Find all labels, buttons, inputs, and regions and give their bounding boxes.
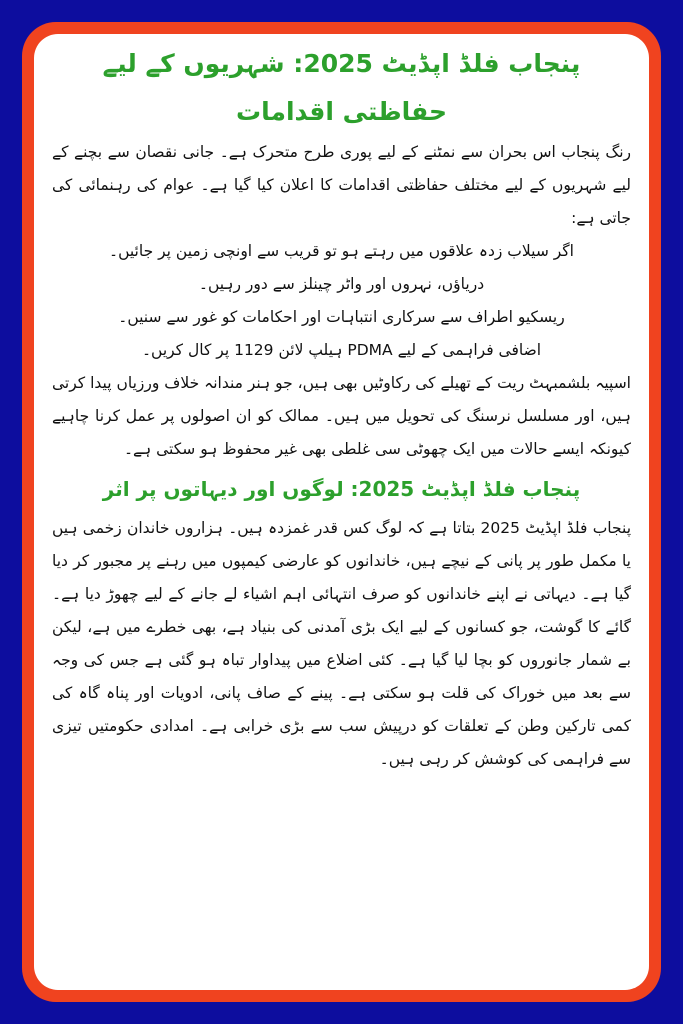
- closing-paragraph: اسپیہ بلشمبہٹ ریت کے تھیلے کی رکاوٹیں بھی ہیں، جو ہنر مندانہ خلاف ورزیاں پیدا کرتی ہیں، اور مسلسل نرسنگ کی تحویل میں ہیں۔ ممالک کو ان اصولوں پر عمل کرنا چاہیے کیونکہ ایسے حالات میں ایک چھوٹی سی غلطی بھی غیر محفوظ ہو سکتی ہے۔: [52, 374, 631, 458]
- article-panel: [34, 34, 649, 990]
- measure-item: اضافی فراہمی کے لیے PDMA ہیلپ لائن 1129 پر کال کریں۔: [141, 341, 542, 359]
- measure-item: ریسکیو اطراف سے سرکاری انتباہات اور احکامات کو غور سے سنیں۔: [118, 308, 565, 326]
- frame-border: [22, 22, 661, 1002]
- measure-item: اگر سیلاب زدہ علاقوں میں رہتے ہو تو قریب سے اونچی زمین پر جائیں۔: [109, 242, 574, 260]
- section-subtitle: پنجاب فلڈ اپڈیٹ 2025: لوگوں اور دیہاتوں پر اثر: [102, 477, 581, 501]
- article-title: پنجاب فلڈ اپڈیٹ 2025: شہریوں کے لیے حفاظتی اقدامات: [102, 49, 581, 126]
- measure-item: دریاؤں، نہروں اور واٹر چینلز سے دور رہیں۔: [198, 275, 485, 293]
- article-content: [34, 34, 649, 776]
- impact-paragraph: پنجاب فلڈ اپڈیٹ 2025 بتاتا ہے کہ لوگ کس قدر غمزدہ ہیں۔ ہزاروں خاندان زخمی ہیں یا مکمل طور پر پانی کے نیچے ہیں، خاندانوں کو عارضی کیمپوں میں رہنے پر مجبور کر دیا گیا ہے۔ دیہاتی نے اپنے خاندانوں کو صرف انتہائی اہم اشیاء لے جانے کے لیے چھوڑ دیا ہے۔ گائے کا گوشت، جو کسانوں کے لیے ایک بڑی آمدنی کی بنیاد ہے، بھی خطرے میں ہے، لیکن بے شمار جانوروں کو بچا لیا گیا ہے۔ کئی اضلاع میں پیداوار تباہ ہو گئی ہے جس کی وجہ سے بعد میں خوراک کی قلت ہو سکتی ہے۔ پینے کے صاف پانی، ادویات اور پناہ گاہ کی کمی تارکین وطن کے تعلقات کو درپیش سب سے بڑی خرابی ہے۔ امدادی حکومتیں تیزی سے فراہمی کی کوشش کر رہی ہیں۔: [52, 519, 632, 768]
- intro-paragraph: رنگ پنجاب اس بحران سے نمٹنے کے لیے پوری طرح متحرک ہے۔ جانی نقصان سے بچنے کے لیے شہریوں کے لیے مختلف حفاظتی اقدامات کا اعلان کیا گیا ہے۔ عوام کی رہنمائی کی جاتی ہے:: [52, 143, 631, 227]
